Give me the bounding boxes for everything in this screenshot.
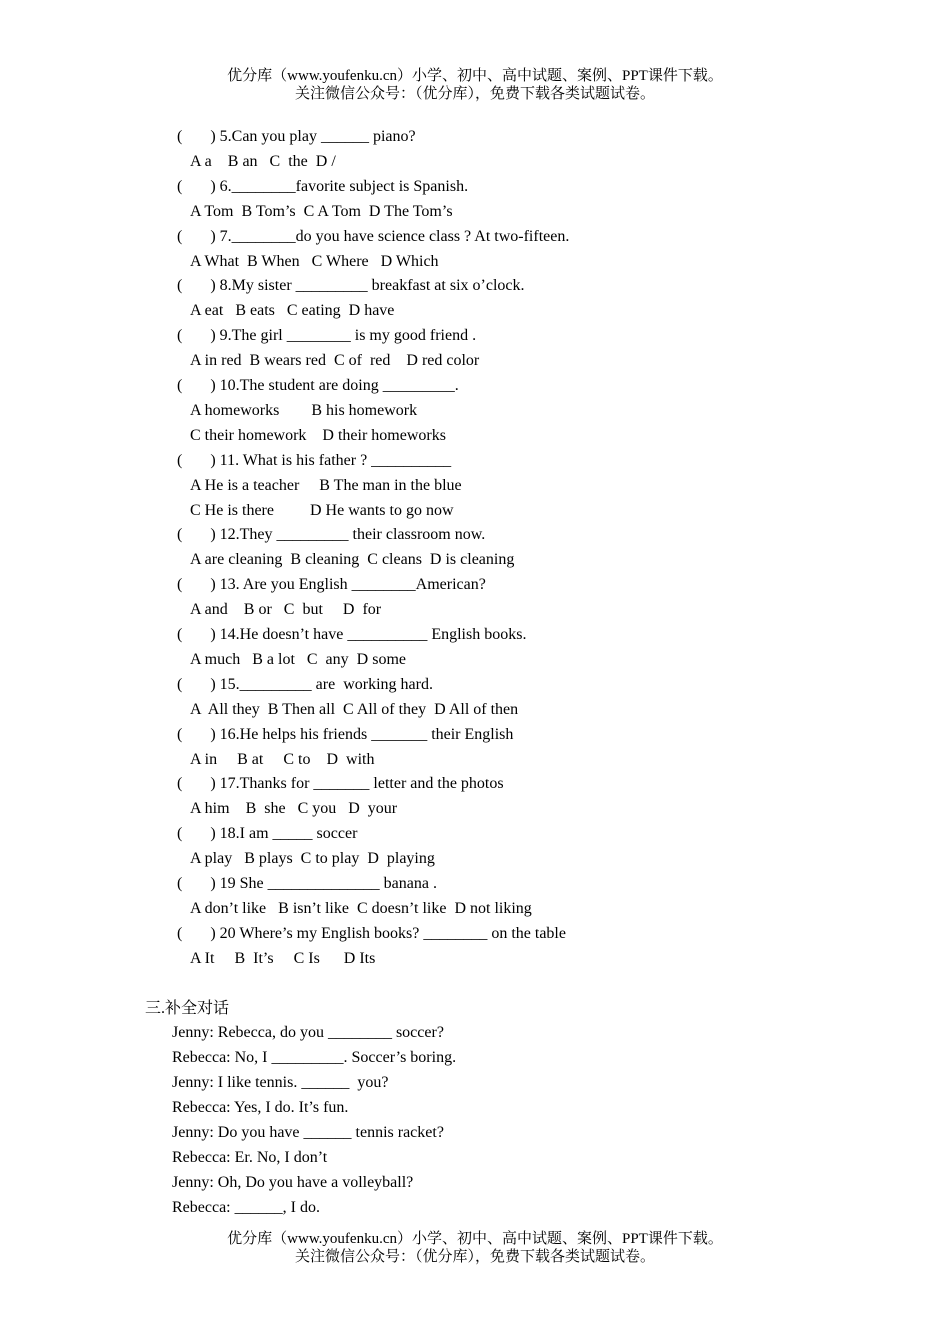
dialogue-line: Rebecca: Yes, I do. It’s fun. <box>172 1099 349 1117</box>
question-text: ( ) 10.The student are doing _________. <box>177 377 459 394</box>
answer-options: C He is there D He wants to go now <box>190 501 454 519</box>
page-header <box>0 67 950 103</box>
dialogue-line: Rebecca: No, I _________. Soccer’s boring. <box>172 1049 457 1067</box>
question-text: ( ) 7.________do you have science class ? At two-fifteen. <box>177 227 570 245</box>
answer-options: A and B or C but D for <box>190 601 382 619</box>
question-text: ( ) 15._________ are working hard. <box>177 675 433 693</box>
answer-options: A It B It’s C Is D Its <box>190 949 376 967</box>
answer-options: A don’t like B isn’t like C doesn’t like D not liking <box>190 899 532 917</box>
answer-options: A much B a lot C any D some <box>190 650 406 668</box>
header-line-2: 关注微信公众号：（优分库），免费下载各类试题试卷。 <box>294 86 655 102</box>
answer-options: A Tom B Tom’s C A Tom D The Tom’s <box>190 202 453 220</box>
answer-options: A What B When C Where D Which <box>190 252 439 270</box>
footer-line-2: 关注微信公众号：（优分库），免费下载各类试题试卷。 <box>294 1249 655 1265</box>
question-text: ( ) 9.The girl ________ is my good friend . <box>177 327 477 345</box>
answer-options: A eat B eats C eating D have <box>190 302 395 320</box>
answer-options: A are cleaning B cleaning C cleans D is cleaning <box>190 551 515 569</box>
answer-options: A in red B wears red C of red D red color <box>190 352 480 370</box>
question-text: ( ) 5.Can you play ______ piano? <box>177 128 416 145</box>
header-line-1: 优分库（www.youfenku.cn）小学、初中、高中试题、案例、PPT课件下载。 <box>227 68 723 84</box>
question-text: ( ) 19 She ______________ banana . <box>177 875 437 892</box>
dialogue-line: Jenny: I like tennis. ______ you? <box>172 1074 389 1092</box>
dialogue-line: Rebecca: ______, I do. <box>172 1198 320 1216</box>
question-text: ( ) 13. Are you English ________American? <box>177 576 486 594</box>
question-text: ( ) 20 Where’s my English books? ________ on the table <box>177 924 566 942</box>
dialogue-line: Jenny: Oh, Do you have a volleyball? <box>172 1173 414 1191</box>
question-text: ( ) 18.I am _____ soccer <box>177 825 358 843</box>
answer-options: A All they B Then all C All of they D All of then <box>190 700 519 718</box>
question-text: ( ) 14.He doesn’t have __________ English books. <box>177 626 527 643</box>
dialogue-line: Rebecca: Er. No, I don’t <box>172 1148 328 1166</box>
dialogue-line: Jenny: Rebecca, do you ________ soccer? <box>172 1024 444 1042</box>
question-text: ( ) 11. What is his father ? __________ <box>177 451 452 469</box>
answer-options: A He is a teacher B The man in the blue <box>190 476 462 494</box>
answer-options: A a B an C the D / <box>190 152 336 170</box>
question-text: ( ) 8.My sister _________ breakfast at six o’clock. <box>177 277 525 295</box>
dialogue-line: Jenny: Do you have ______ tennis racket? <box>172 1124 444 1141</box>
page-footer <box>0 1230 950 1266</box>
answer-options: C their homework D their homeworks <box>190 426 446 444</box>
answer-options: A in B at C to D with <box>190 750 375 768</box>
answer-options: A play B plays C to play D playing <box>190 850 435 868</box>
footer-line-1: 优分库（www.youfenku.cn）小学、初中、高中试题、案例、PPT课件下载。 <box>227 1231 723 1247</box>
question-text: ( ) 6.________favorite subject is Spanish. <box>177 177 469 195</box>
answer-options: A him B she C you D your <box>190 800 398 818</box>
question-text: ( ) 17.Thanks for _______ letter and the photos <box>177 775 504 793</box>
question-text: ( ) 16.He helps his friends _______ their English <box>177 725 514 743</box>
question-text: ( ) 12.They _________ their classroom now. <box>177 526 486 544</box>
section-title: 三.补全对话 <box>145 999 230 1017</box>
answer-options: A homeworks B his homework <box>190 401 418 419</box>
